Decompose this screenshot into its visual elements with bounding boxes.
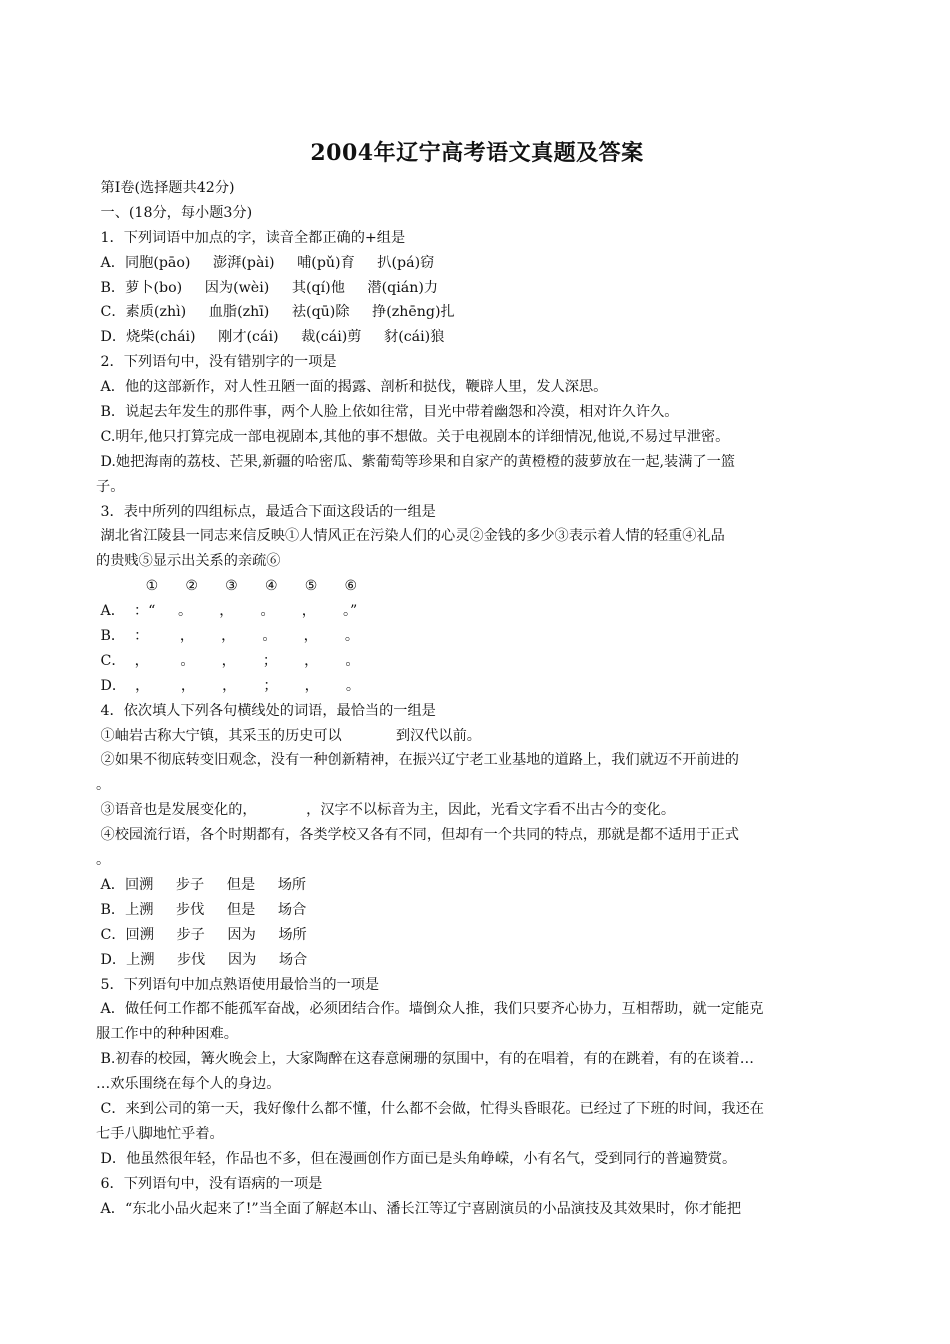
text-line: ④校园流行语，各个时期都有，各类学校又各有不同，但却有一个共同的特点，那就是都不适用于正式 <box>96 827 739 844</box>
text-line: 6．下列语句中，没有语病的一项是 <box>96 1175 323 1192</box>
text-line: 。 <box>96 777 111 794</box>
document-title: 2004年辽宁高考语文真题及答案 <box>310 140 644 166</box>
text-line: 的贵贱⑤显示出关系的亲疏⑥ <box>96 553 281 570</box>
text-line: B．上溯 步伐 但是 场合 <box>96 901 307 918</box>
text-line: 湖北省江陵县一同志来信反映①人情风正在污染人们的心灵②金钱的多少③表示着人情的轻重④礼品 <box>96 528 725 545</box>
text-line: 子。 <box>96 478 125 495</box>
text-line: 2．下列语句中，没有错别字的一项是 <box>96 354 337 371</box>
text-line: …欢乐围绕在每个人的身边。 <box>96 1076 281 1093</box>
text-line: ③语音也是发展变化的， ，汉字不以标音为主，因此，光看文字看不出古今的变化。 <box>96 802 676 819</box>
text-line: 1．下列词语中加点的字，读音全都正确的+组是 <box>96 229 406 246</box>
text-line: A．“东北小品火起来了!”当全面了解赵本山、潘长江等辽宁喜剧演员的小品演技及其效果时，你才能把 <box>96 1200 742 1217</box>
text-line: A． ：“ 。 ， 。 ， 。” <box>96 603 358 620</box>
text-line: B．萝卜(bo) 因为(wèi) 其(qí)他 潜(qián)力 <box>96 279 439 296</box>
text-line: 4．依次填人下列各句横线处的词语，最恰当的一组是 <box>96 702 436 719</box>
document-body <box>96 176 858 1221</box>
text-line: B.初春的校园，篝火晚会上，大家陶醉在这春意阑珊的氛围中，有的在唱着，有的在跳着，有的在谈着… <box>96 1051 754 1068</box>
text-line: D． ， ， ， ； ， 。 <box>96 677 361 694</box>
text-line: A．做任何工作都不能孤军奋战，必须团结合作。墙倒众人推，我们只要齐心协力，互相帮助，就一定能克 <box>96 1001 764 1018</box>
text-line: D．他虽然很年轻，作品也不多，但在漫画创作方面已是头角峥嵘，小有名气，受到同行的普遍赞赏。 <box>96 1150 737 1167</box>
text-line: 3．表中所列的四组标点，最适合下面这段话的一组是 <box>96 503 436 520</box>
text-line: ②如果不彻底转变旧观念，没有一种创新精神，在振兴辽宁老工业基地的道路上，我们就迈不开前进的 <box>96 752 739 769</box>
text-line: 服工作中的种种困难。 <box>96 1026 238 1043</box>
text-line: 。 <box>96 852 111 869</box>
text-line: C．回溯 步子 因为 场所 <box>96 926 307 943</box>
text-line: 七手八脚地忙乎着。 <box>96 1125 224 1142</box>
text-line: C．来到公司的第一天，我好像什么都不懂，什么都不会做，忙得头昏眼花。已经过了下班的时间，我还在 <box>96 1100 764 1117</box>
text-line: 一、(18分，每小题3分) <box>96 204 253 221</box>
text-line: A．回溯 步子 但是 场所 <box>96 876 307 893</box>
text-line: ①岫岩古称大宁镇，其采玉的历史可以 到汉代以前。 <box>96 727 481 744</box>
text-line: D.她把海南的荔枝、芒果,新疆的哈密瓜、紫葡萄等珍果和自家产的黄橙橙的菠萝放在一起,装满了一篮 <box>96 453 735 470</box>
text-line: A．同胞(pāo) 澎湃(pài) 哺(pǔ)育 扒(pá)窃 <box>96 254 435 271</box>
text-line: B．说起去年发生的那件事，两个人脸上依如往常，目光中带着幽怨和冷漠，相对许久许久。 <box>96 404 679 421</box>
text-line: D．上溯 步伐 因为 场合 <box>96 951 308 968</box>
text-line: D．烧柴(chái) 刚才(cái) 裁(cái)剪 豺(cái)狼 <box>96 329 445 346</box>
text-line: C.明年,他只打算完成一部电视剧本,其他的事不想做。关于电视剧本的详细情况,他说,不易过早泄密。 <box>96 428 730 445</box>
text-line: C．素质(zhì) 血脂(zhī) 祛(qū)除 挣(zhēng)扎 <box>96 304 455 321</box>
text-line: ① ② ③ ④ ⑤ ⑥ <box>96 578 358 595</box>
text-line: A．他的这部新作，对人性丑陋一面的揭露、剖析和挞伐，鞭辟人里，发人深思。 <box>96 379 608 396</box>
text-line: 第Ⅰ卷(选择题共42分) <box>96 180 235 196</box>
text-line: C． ， 。 ， ； ， 。 <box>96 652 360 669</box>
text-line: 5．下列语句中加点熟语使用最恰当的一项是 <box>96 976 380 993</box>
text-line: B． ： ， ， 。 ， 。 <box>96 628 360 645</box>
